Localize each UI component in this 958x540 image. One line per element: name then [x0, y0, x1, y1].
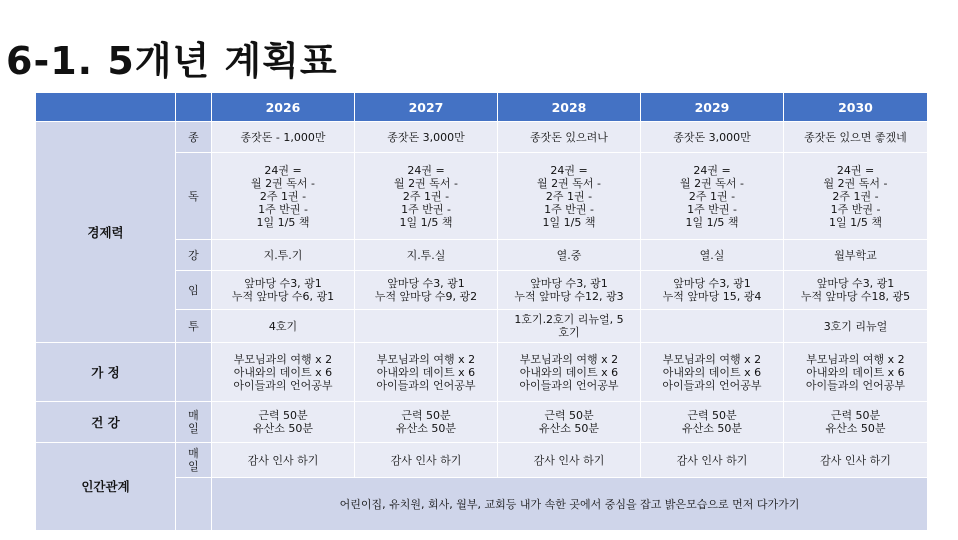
- sub-label-tu: 투: [176, 310, 212, 343]
- reading-line: 24권 =: [693, 163, 731, 177]
- health-line: 근력 50분: [544, 409, 594, 422]
- header-corner-sub: [176, 93, 212, 122]
- health-line: 근력 50분: [258, 409, 308, 422]
- cell-relations-daily: 감사 인사 하기: [355, 443, 498, 478]
- family-line: 부모님과의 여행 x 2: [519, 352, 619, 366]
- cell-health: [641, 402, 784, 443]
- family-line: 아이들과의 언어공부: [662, 378, 762, 392]
- header-corner: [36, 93, 176, 122]
- cell-lecture: 월부학교: [784, 240, 928, 271]
- reading-line: 1일 1/5 책: [542, 215, 596, 229]
- reading-line: 월 2권 독서 -: [680, 176, 744, 190]
- family-line: 부모님과의 여행 x 2: [806, 352, 905, 366]
- reading-line: 1주 반권 -: [544, 202, 594, 216]
- cell-field-visits: [641, 271, 784, 310]
- reading-line: 1일 1/5 책: [685, 215, 739, 229]
- sub-label-dok: 독: [176, 153, 212, 240]
- table-row-health: [36, 402, 928, 443]
- cell-reading: [784, 153, 928, 240]
- visit-line: 앞마당 수3, 광1: [530, 277, 608, 290]
- health-line: 유산소 50분: [539, 422, 599, 435]
- reading-line: 1주 반권 -: [687, 202, 737, 216]
- year-header: 2029: [641, 93, 784, 122]
- health-line: 유산소 50분: [825, 422, 886, 435]
- cell-family: [498, 343, 641, 402]
- reading-line: 24권 =: [550, 163, 588, 177]
- year-header: 2027: [355, 93, 498, 122]
- cell-field-visits: [784, 271, 928, 310]
- visit-line: 누적 앞마당 수6, 광1: [231, 290, 335, 303]
- sub-label-empty: [176, 478, 212, 531]
- reading-line: 월 2권 독서 -: [537, 176, 601, 190]
- category-economy: 경제력: [36, 122, 176, 343]
- daily-char: 일: [188, 422, 199, 435]
- reading-line: 1일 1/5 책: [829, 215, 882, 229]
- table-row-relations-daily: [36, 443, 928, 478]
- cell-investment: [641, 310, 784, 343]
- cell-health: [212, 402, 355, 443]
- health-line: 유산소 50분: [253, 422, 313, 435]
- health-line: 근력 50분: [830, 409, 881, 422]
- family-line: 부모님과의 여행 x 2: [233, 352, 333, 366]
- family-line: 아이들과의 언어공부: [519, 378, 619, 392]
- reading-line: 24권 =: [264, 163, 302, 177]
- family-line: 아이들과의 언어공부: [376, 378, 476, 392]
- sub-label-daily: [176, 443, 212, 478]
- cell-lecture: 지.투.기: [212, 240, 355, 271]
- cell-investment: [355, 310, 498, 343]
- year-header: 2030: [784, 93, 928, 122]
- cell-seed-money: 종잣돈 있으면 좋겠네: [784, 122, 928, 153]
- reading-line: 1주 반권 -: [258, 202, 308, 216]
- visit-line: 앞마당 수3, 광1: [673, 277, 751, 290]
- cell-family: [355, 343, 498, 402]
- category-health: 건 강: [36, 402, 176, 443]
- cell-reading: [498, 153, 641, 240]
- family-line: 아이들과의 언어공부: [233, 378, 333, 392]
- reading-line: 1일 1/5 책: [399, 215, 453, 229]
- reading-line: 1일 1/5 책: [256, 215, 310, 229]
- year-header: 2028: [498, 93, 641, 122]
- family-line: 부모님과의 여행 x 2: [662, 352, 762, 366]
- reading-line: 2주 1권 -: [688, 189, 736, 203]
- family-line: 아내와의 데이트 x 6: [806, 365, 905, 379]
- table-row-seed-money: [36, 122, 928, 153]
- investment-line: 호기: [558, 326, 580, 339]
- visit-line: 누적 앞마당 수9, 광2: [374, 290, 478, 303]
- cell-relations-daily: 감사 인사 하기: [212, 443, 355, 478]
- cell-seed-money: 종잣돈 있으려나: [498, 122, 641, 153]
- daily-char: 매: [188, 409, 199, 422]
- cell-health: [355, 402, 498, 443]
- health-line: 근력 50분: [687, 409, 737, 422]
- visit-line: 앞마당 수3, 광1: [387, 277, 465, 290]
- cell-seed-money: 종잣돈 - 1,000만: [212, 122, 355, 153]
- cell-family: [784, 343, 928, 402]
- cell-reading: [355, 153, 498, 240]
- cell-reading: [641, 153, 784, 240]
- reading-line: 월 2권 독서 -: [823, 176, 888, 190]
- cell-family: [212, 343, 355, 402]
- investment-line: 4호기: [268, 319, 298, 333]
- cell-investment: [784, 310, 928, 343]
- reading-line: 월 2권 독서 -: [394, 176, 458, 190]
- category-family: 가 정: [36, 343, 176, 402]
- sub-label-empty: [176, 343, 212, 402]
- reading-line: 2주 1권 -: [832, 189, 879, 203]
- reading-line: 2주 1권 -: [259, 189, 307, 203]
- cell-seed-money: 종잣돈 3,000만: [641, 122, 784, 153]
- investment-line: 3호기 리뉴얼: [823, 319, 888, 333]
- sub-label-daily: [176, 402, 212, 443]
- family-line: 아내와의 데이트 x 6: [233, 365, 333, 379]
- reading-line: 1주 반권 -: [401, 202, 451, 216]
- reading-line: 1주 반권 -: [830, 202, 881, 216]
- daily-char: 매: [188, 447, 199, 460]
- cell-field-visits: [498, 271, 641, 310]
- cell-seed-money: 종잣돈 3,000만: [355, 122, 498, 153]
- reading-line: 2주 1권 -: [545, 189, 593, 203]
- cell-field-visits: [355, 271, 498, 310]
- cell-reading: [212, 153, 355, 240]
- family-line: 아내와의 데이트 x 6: [662, 365, 762, 379]
- cell-lecture: 열.중: [498, 240, 641, 271]
- family-line: 아이들과의 언어공부: [805, 378, 906, 392]
- health-line: 유산소 50분: [682, 422, 742, 435]
- family-line: 아내와의 데이트 x 6: [376, 365, 476, 379]
- family-line: 부모님과의 여행 x 2: [376, 352, 476, 366]
- health-line: 유산소 50분: [396, 422, 456, 435]
- reading-line: 월 2권 독서 -: [251, 176, 315, 190]
- visit-line: 누적 앞마당 수12, 광3: [514, 290, 624, 303]
- cell-relations-daily: 감사 인사 하기: [498, 443, 641, 478]
- reading-line: 24권 =: [407, 163, 445, 177]
- cell-lecture: 지.투.실: [355, 240, 498, 271]
- sub-label-gang: 강: [176, 240, 212, 271]
- investment-line: 1호기.2호기 리뉴얼, 5: [514, 313, 624, 326]
- family-line: 아내와의 데이트 x 6: [519, 365, 619, 379]
- cell-health: [498, 402, 641, 443]
- daily-char: 일: [188, 460, 199, 473]
- visit-line: 누적 앞마당 15, 광4: [662, 290, 762, 303]
- cell-field-visits: [212, 271, 355, 310]
- year-header: 2026: [212, 93, 355, 122]
- category-relations: 인간관계: [36, 443, 176, 531]
- cell-relations-note: 어린이집, 유치원, 회사, 월부, 교회등 내가 속한 곳에서 중심을 잡고 밝은모습으로 먼저 다가가기: [212, 478, 928, 531]
- reading-line: 2주 1권 -: [402, 189, 450, 203]
- table-row-family: [36, 343, 928, 402]
- cell-relations-daily: 감사 인사 하기: [641, 443, 784, 478]
- cell-lecture: 열.실: [641, 240, 784, 271]
- cell-investment: [212, 310, 355, 343]
- reading-line: 24권 =: [836, 163, 875, 177]
- health-line: 근력 50분: [401, 409, 451, 422]
- visit-line: 앞마당 수3, 광1: [816, 277, 895, 290]
- page-title: 6-1. 5개년 계획표: [6, 39, 338, 83]
- visit-line: 누적 앞마당 수18, 광5: [800, 290, 911, 303]
- visit-line: 앞마당 수3, 광1: [244, 277, 322, 290]
- cell-health: [784, 402, 928, 443]
- header-row: [36, 93, 928, 122]
- cell-family: [641, 343, 784, 402]
- sub-label-im: 임: [176, 271, 212, 310]
- sub-label-jong: 종: [176, 122, 212, 153]
- cell-relations-daily: 감사 인사 하기: [784, 443, 928, 478]
- cell-investment: [498, 310, 641, 343]
- five-year-plan-table: [35, 92, 928, 531]
